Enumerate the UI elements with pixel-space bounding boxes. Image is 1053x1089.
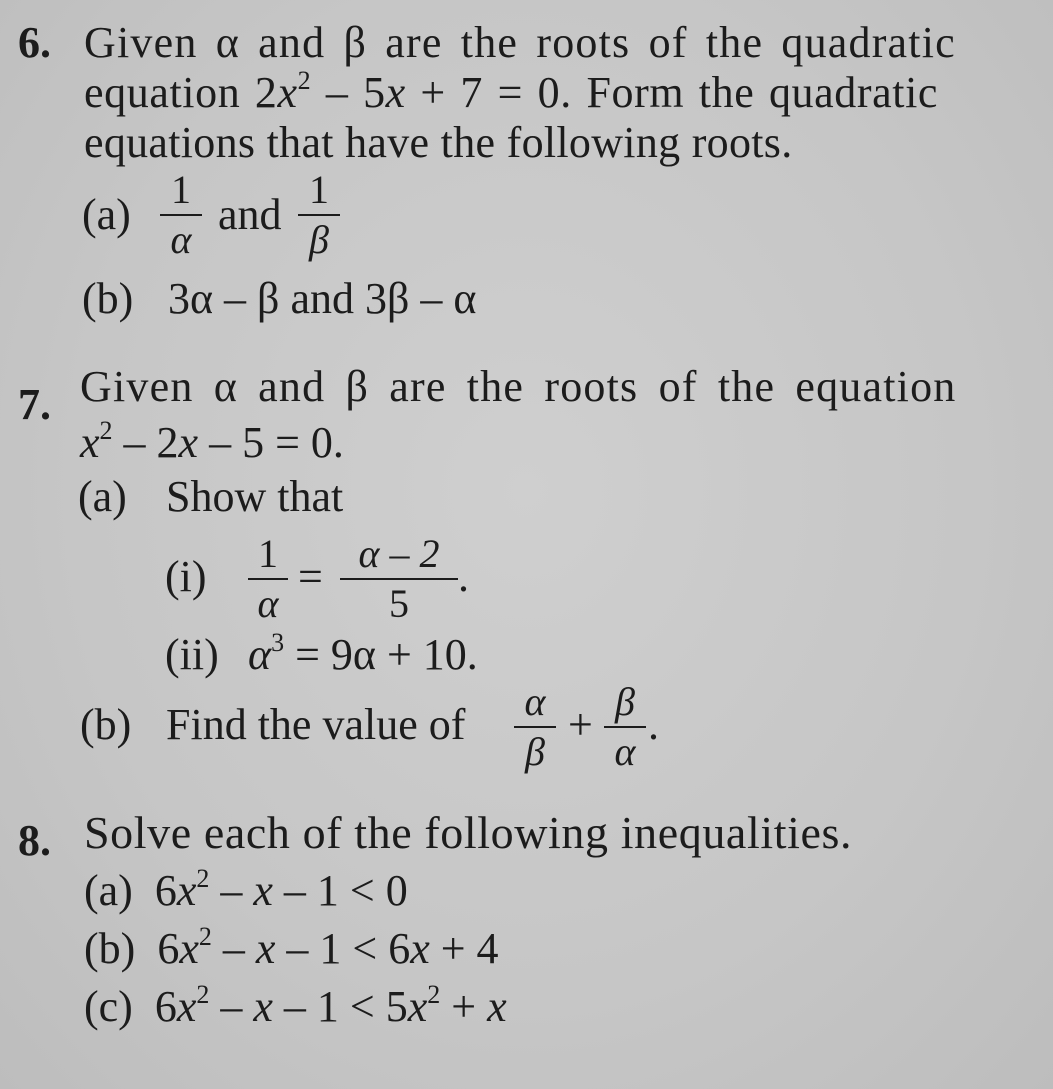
period: .	[458, 552, 469, 601]
fraction: β α	[604, 680, 646, 774]
equation: $\alpha^3 = 9\alpha + 10$.	[248, 628, 478, 679]
question-text-line: $x^2 - 2x - 5 = 0$.	[80, 416, 344, 467]
question-number: 6.	[18, 18, 51, 67]
question-number: 7.	[18, 380, 51, 429]
fraction: 1 α	[248, 532, 288, 626]
part-text: 3α – β and 3β – α	[168, 274, 477, 323]
part-text: Show that	[166, 472, 344, 521]
fraction: α – 2 5	[340, 532, 458, 626]
part-label: (b)	[80, 700, 132, 749]
part-label: (a)	[78, 472, 127, 521]
question-text-line: Solve each of the following inequalities.	[84, 807, 853, 858]
part-text: Find the value of	[166, 700, 466, 749]
question-text-line: equations that have the following roots.	[84, 118, 793, 167]
subpart-label: (i)	[165, 552, 207, 601]
part-label: (b)	[82, 274, 134, 323]
subpart-label: (ii)	[165, 630, 219, 679]
inequality-item: (c) $6x^2 - x - 1 < 5x^2 + x$	[84, 980, 507, 1031]
inequality-item: (a) $6x^2 - x - 1 < 0$	[84, 864, 408, 915]
question-text-line: Given α and β are the roots of the equation	[80, 362, 957, 411]
fraction: α β	[514, 680, 556, 774]
equals-sign: =	[298, 552, 323, 601]
plus-sign: +	[568, 700, 593, 749]
question-number: 8.	[18, 816, 51, 865]
fraction: 1 β	[298, 168, 340, 262]
connector-text: and	[218, 190, 282, 239]
inequality-item: (b) $6x^2 - x - 1 < 6x + 4$	[84, 922, 499, 973]
period: .	[648, 700, 659, 749]
part-label: (a)	[82, 190, 131, 239]
question-text-line: equation $2x^2 - 5x + 7 = 0$. Form the quadratic	[84, 66, 939, 117]
fraction: 1 α	[160, 168, 202, 262]
question-text-line: Given α and β are the roots of the quadratic	[84, 18, 956, 67]
